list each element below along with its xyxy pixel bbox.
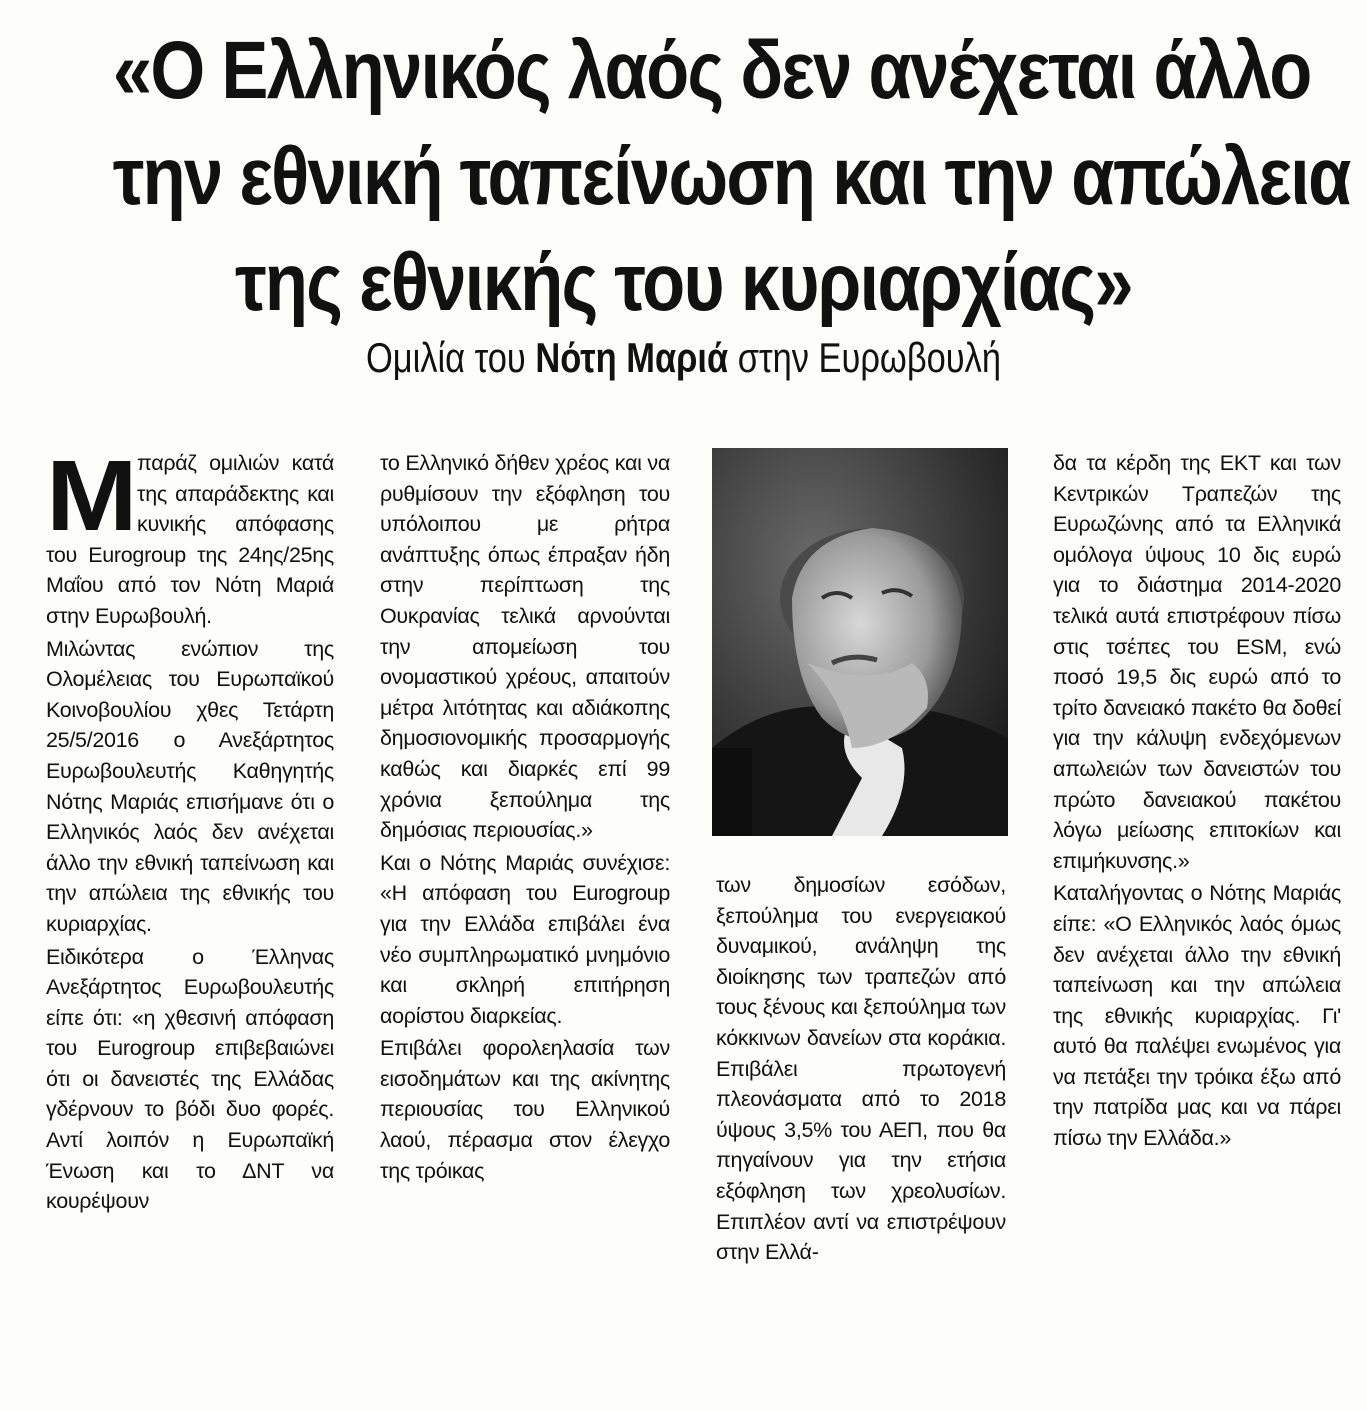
article-paragraph: Καταλήγοντας ο Νότης Μαριάς είπε: «Ο Ελληνικός λαός όμως δεν ανέχεται άλλο την εθνική ταπείνωση και την απώλεια της εθνικής κυριαρχίας. Γι' αυτό θα παλέψει ενωμένος για να πετάξει την τρόικα έξω από την πατρίδα μας και να πάρει πίσω την Ελλάδα.»: [1053, 881, 1341, 1151]
article-paragraph: Επιβάλει φορολεηλασία των εισοδημάτων και της ακίνητης περιουσίας του Ελληνικού λαού, πέρασμα στον έλεγχο της τρόικας: [380, 1036, 670, 1183]
subhead-after: στην Ευρωβουλή: [728, 334, 1001, 381]
article-column-1: [46, 440, 334, 1217]
paragraph-text: παράζ ομιλιών κατά της απαράδεκτης και κυνικής απόφασης του Eurogroup της 24ης/25ης Μαΐου από τον Νότη Μαριά στην Ευρωβουλή.: [46, 451, 334, 628]
headline-line-1: «Ο Ελληνικός λαός δεν ανέχεται άλλο: [112, 25, 1311, 116]
subheadline: [123, 328, 1244, 388]
article-paragraph: Ειδικότερα ο Έλληνας Ανεξάρτητος Ευρωβουλευτής είπε ότι: «η χθεσινή απόφαση του Eurogroup επιβεβαιώνει ότι οι δανειστές της Ελλάδας γδέρνουν το βόδι δυο φορές. Αντί λοιπόν η Ευρωπαϊκή Ένωση και το ΔΝΤ να κουρέψουν: [46, 944, 334, 1214]
article-paragraph: Μιλώντας ενώπιον της Ολομέλειας του Ευρωπαϊκού Κοινοβουλίου χθες Τετάρτη 25/5/2016 ο Ανεξάρτητος Ευρωβουλευτής Καθηγητής Νότης Μαριάς επισήμανε ότι ο Ελληνικός λαός δεν ανέχεται άλλο την εθνική ταπείνωση και την απώλεια της εθνικής του κυριαρχίας.: [46, 636, 334, 936]
headline-line-3: της εθνικής του κυριαρχίας»: [235, 237, 1132, 328]
article-paragraph: δα τα κέρδη της ΕΚΤ και των Κεντρικών Τραπεζών της Ευρωζώνης από τα Ελληνικά ομόλογα ύψους 10 δις ευρώ για το διάστημα 2014-2020 τελικά αυτά επιστρέφουν πίσω στις τσέπες του ESM, ενώ ποσό 19,5 δις ευρώ από το τρίτο δανειακό πακέτο θα δοθεί για την κάλυψη ενδεχόμενων απωλειών των δανειστών του πρώτο δανειακού πακέτου λόγω μείωσης επιτοκίων και επιμήκυνσης.»: [1053, 451, 1341, 873]
article-column-4: [1053, 448, 1341, 1154]
portrait-image: [712, 448, 1008, 836]
article-column-2: [380, 448, 670, 1186]
subhead-before: Ομιλία του: [366, 334, 536, 381]
subhead-name: Νότη Μαριά: [535, 334, 729, 381]
headline: [112, 18, 1350, 336]
article-paragraph: το Ελληνικό δήθεν χρέος και να ρυθμίσουν την εξόφληση του υπόλοιπου με ρήτρα ανάπτυξης όπως έπραξαν ήδη στην περίπτωση της Ουκρανίας τελικά αρνούνται την απομείωση του ονομαστικού χρέους, απαιτούν μέτρα λιτότητας και αδιάκοπης δημοσιονομικής προσαρμογής καθώς και διαρκές επί 99 χρόνια ξεπούλημα της δημόσιας περιουσίας.»: [380, 451, 670, 843]
drop-cap: Μ: [46, 440, 138, 552]
headline-line-2: την εθνική ταπείνωση και την απώλεια: [112, 131, 1350, 222]
article-paragraph: των δημοσίων εσόδων, ξεπούλημα του ενεργειακού δυναμικού, ανάληψη της διοίκησης των τραπεζών από τους ξένους και ξεπούλημα των κόκκινων δανείων στα κοράκια. Επιβάλει πρωτογενή πλεονάσματα από το 2018 ύψους 3,5% του ΑΕΠ, που θα πηγαίνουν για την ετήσια εξόφληση των χρεολυσίων. Επιπλέον αντί να επιστρέψουν στην Ελλά-: [716, 873, 1006, 1265]
article-paragraph: Και ο Νότης Μαριάς συνέχισε: «Η απόφαση του Eurogroup για την Ελλάδα επιβάλει ένα νέο συμπληρωματικό μνημόνιο και σκληρή επιτήρηση αορίστου διαρκείας.: [380, 850, 670, 1028]
speaker-photo: [712, 448, 1008, 836]
article-column-3: [716, 870, 1006, 1268]
article-paragraph: [46, 440, 334, 632]
